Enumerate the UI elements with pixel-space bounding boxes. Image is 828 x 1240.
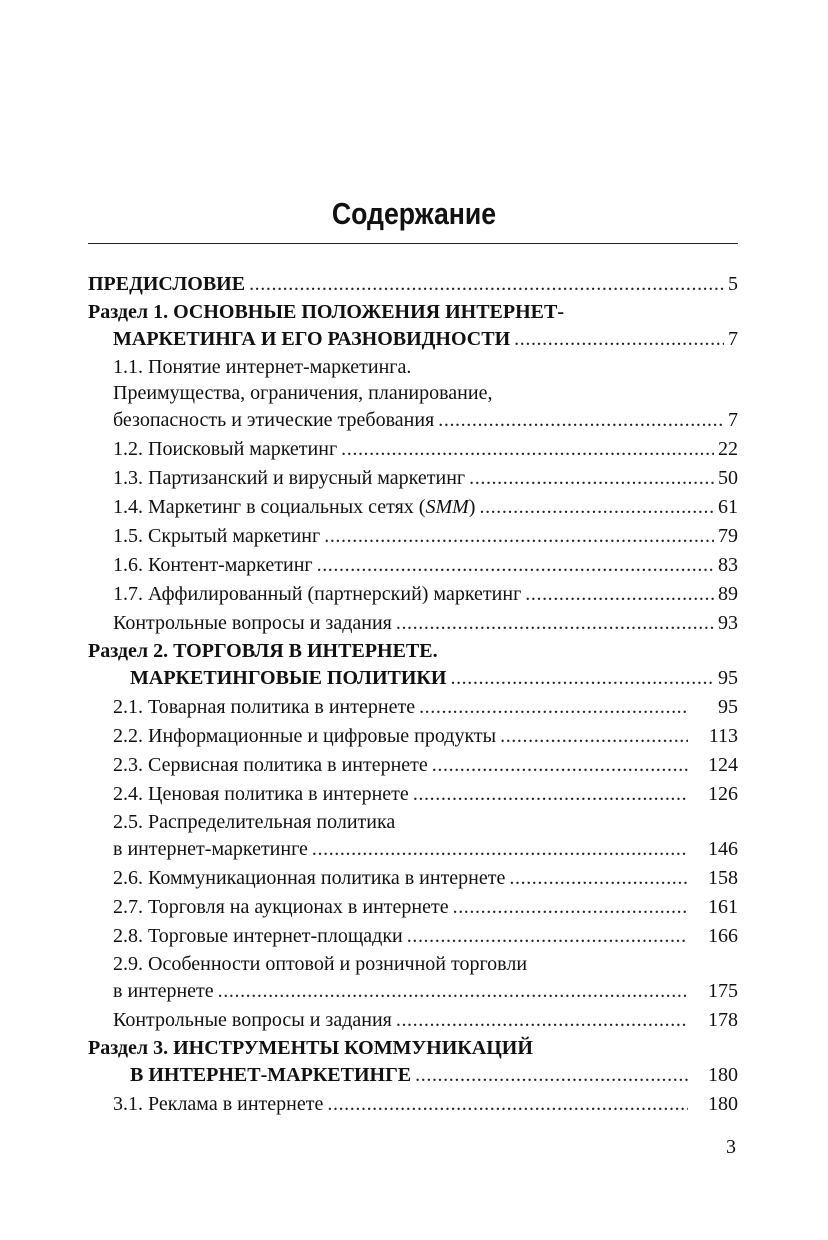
- toc-entry-line: [88, 809, 738, 835]
- toc-page-number: 161: [708, 896, 738, 918]
- toc-entry-1-1[interactable]: [88, 406, 738, 435]
- toc-entry-label: Раздел 2. ТОРГОВЛЯ В ИНТЕРНЕТЕ.: [88, 640, 438, 662]
- page-folio-number: 3: [726, 1136, 736, 1158]
- toc-entry-1-6[interactable]: [88, 551, 738, 580]
- toc-entry-1-3[interactable]: [88, 464, 738, 493]
- toc-entry-label: 1.1. Понятие интернет-маркетинга.: [113, 356, 412, 378]
- toc-entry-label: 2.3. Сервисная политика в интернете: [113, 754, 428, 776]
- toc-page-number: 95: [718, 696, 738, 718]
- toc-page-number: 113: [708, 725, 738, 747]
- toc-entry-label: 1.5. Скрытый маркетинг: [113, 525, 321, 547]
- toc-page-number: 79: [718, 525, 738, 547]
- toc-entry-label-part: ): [468, 496, 476, 518]
- leader-dots: [324, 522, 714, 551]
- toc-entry-label: 2.1. Товарная политика в интернете: [113, 696, 416, 718]
- toc-page-number: 178: [708, 1009, 738, 1031]
- toc-entry-1-2[interactable]: [88, 435, 738, 464]
- toc-entry-label: в интернет-маркетинге: [113, 838, 308, 860]
- toc-entry-line: [88, 354, 738, 380]
- toc-entry-label: 2.4. Ценовая политика в интернете: [113, 783, 409, 805]
- toc-section-heading: [88, 1035, 738, 1061]
- toc-entry-label: 2.8. Торговые интернет-площадки: [113, 925, 403, 947]
- leader-dots: [407, 922, 688, 951]
- leader-dots: [396, 1006, 688, 1035]
- leader-dots: [500, 722, 688, 751]
- toc-entry-2-1[interactable]: [88, 693, 738, 722]
- toc-entry-label: 1.3. Партизанский и вирусный маркетинг: [113, 467, 466, 489]
- toc-entry-2-6[interactable]: [88, 864, 738, 893]
- toc-entry-2-8[interactable]: [88, 922, 738, 951]
- leader-dots: [249, 270, 724, 299]
- leader-dots: [514, 325, 724, 354]
- leader-dots: [396, 609, 714, 638]
- toc-entry-label: 1.7. Аффилированный (партнерский) маркетинг: [113, 583, 522, 605]
- toc-entry-2-9[interactable]: [88, 977, 738, 1006]
- toc-entry-label: [88, 493, 475, 522]
- leader-dots: [479, 493, 714, 522]
- toc-entry-label: безопасность и этические требования: [113, 409, 435, 431]
- toc-entry-questions-2[interactable]: [88, 1006, 738, 1035]
- toc-entry-section-2[interactable]: [88, 664, 738, 693]
- toc-entry-2-4[interactable]: [88, 780, 738, 809]
- toc-entry-section-3[interactable]: [88, 1061, 738, 1090]
- toc-entry-label-part: 1.4. Маркетинг в социальных сетях (: [113, 496, 426, 518]
- leader-dots: [327, 1090, 688, 1119]
- toc-entry-label: Контрольные вопросы и задания: [113, 612, 392, 634]
- toc-entry-2-2[interactable]: [88, 722, 738, 751]
- toc-entry-label: 2.5. Распределительная политика: [113, 811, 396, 833]
- toc-entry-label: 2.7. Торговля на аукционах в интернете: [113, 896, 449, 918]
- toc-entry-label: 1.6. Контент-маркетинг: [113, 554, 313, 576]
- leader-dots: [317, 551, 714, 580]
- toc-entry-label: 2.9. Особенности оптовой и розничной торговли: [113, 953, 528, 975]
- leader-dots: [450, 664, 714, 693]
- leader-dots: [415, 1061, 688, 1090]
- toc-page-number: 180: [708, 1064, 738, 1086]
- toc-entry-label: МАРКЕТИНГОВЫЕ ПОЛИТИКИ: [130, 667, 447, 689]
- toc-entry-label: 2.2. Информационные и цифровые продукты: [113, 725, 497, 747]
- toc-entry-1-5[interactable]: [88, 522, 738, 551]
- leader-dots: [525, 580, 714, 609]
- toc-entry-label-italic: SMM: [425, 496, 469, 518]
- toc-entry-label: В ИНТЕРНЕТ-МАРКЕТИНГЕ: [130, 1064, 412, 1086]
- toc-entry-label: Раздел 1. ОСНОВНЫЕ ПОЛОЖЕНИЯ ИНТЕРНЕТ-: [88, 301, 564, 323]
- toc-entry-label: ПРЕДИСЛОВИЕ: [88, 273, 246, 295]
- leader-dots: [438, 406, 724, 435]
- leader-dots: [341, 435, 714, 464]
- leader-dots: [312, 835, 688, 864]
- leader-dots: [218, 977, 688, 1006]
- toc-entry-label: Преимущества, ограничения, планирование,: [113, 382, 493, 404]
- table-of-contents: [88, 270, 738, 1119]
- toc-entry-label: 1.2. Поисковый маркетинг: [113, 438, 338, 460]
- leader-dots: [419, 693, 688, 722]
- toc-page-number: 89: [718, 583, 738, 605]
- toc-entry-2-5[interactable]: [88, 835, 738, 864]
- toc-page-number: 7: [728, 409, 738, 431]
- leader-dots: [413, 780, 688, 809]
- toc-entry-1-7[interactable]: [88, 580, 738, 609]
- page-title: Содержание: [331, 196, 497, 231]
- leader-dots: [469, 464, 714, 493]
- toc-entry-preface[interactable]: [88, 270, 738, 299]
- toc-page-number: 22: [718, 438, 738, 460]
- toc-entry-1-4[interactable]: [88, 493, 738, 522]
- toc-page-number: 5: [728, 273, 738, 295]
- toc-page-number: 83: [718, 554, 738, 576]
- toc-entry-line: [88, 380, 738, 406]
- toc-page-number: 61: [718, 496, 738, 518]
- toc-page-number: 7: [728, 328, 738, 350]
- toc-entry-label: в интернете: [113, 980, 214, 1002]
- toc-page-number: 93: [718, 612, 738, 634]
- toc-entry-questions-1[interactable]: [88, 609, 738, 638]
- leader-dots: [509, 864, 688, 893]
- toc-entry-section-1[interactable]: [88, 325, 738, 354]
- toc-entry-label: 2.6. Коммуникационная политика в интернете: [113, 867, 506, 889]
- leader-dots: [432, 751, 688, 780]
- toc-page-number: 158: [708, 867, 738, 889]
- toc-entry-label: Раздел 3. ИНСТРУМЕНТЫ КОММУНИКАЦИЙ: [88, 1037, 533, 1059]
- toc-page-number: 166: [708, 925, 738, 947]
- toc-entry-label: Контрольные вопросы и задания: [113, 1009, 392, 1031]
- toc-entry-label: МАРКЕТИНГА И ЕГО РАЗНОВИДНОСТИ: [113, 328, 511, 350]
- toc-page-number: 175: [708, 980, 738, 1002]
- toc-entry-2-3[interactable]: [88, 751, 738, 780]
- toc-section-heading: [88, 638, 738, 664]
- toc-entry-line: [88, 951, 738, 977]
- toc-page-number: 126: [708, 783, 738, 805]
- toc-section-heading: [88, 299, 738, 325]
- toc-entry-2-7[interactable]: [88, 893, 738, 922]
- title-rule: [88, 243, 738, 244]
- toc-page-number: 95: [718, 667, 738, 689]
- toc-page-number: 50: [718, 467, 738, 489]
- toc-entry-label: 3.1. Реклама в интернете: [113, 1093, 324, 1115]
- toc-page-number: 180: [708, 1093, 738, 1115]
- toc-entry-3-1[interactable]: [88, 1090, 738, 1119]
- leader-dots: [453, 893, 688, 922]
- toc-page-number: 124: [708, 754, 738, 776]
- toc-page-number: 146: [708, 838, 738, 860]
